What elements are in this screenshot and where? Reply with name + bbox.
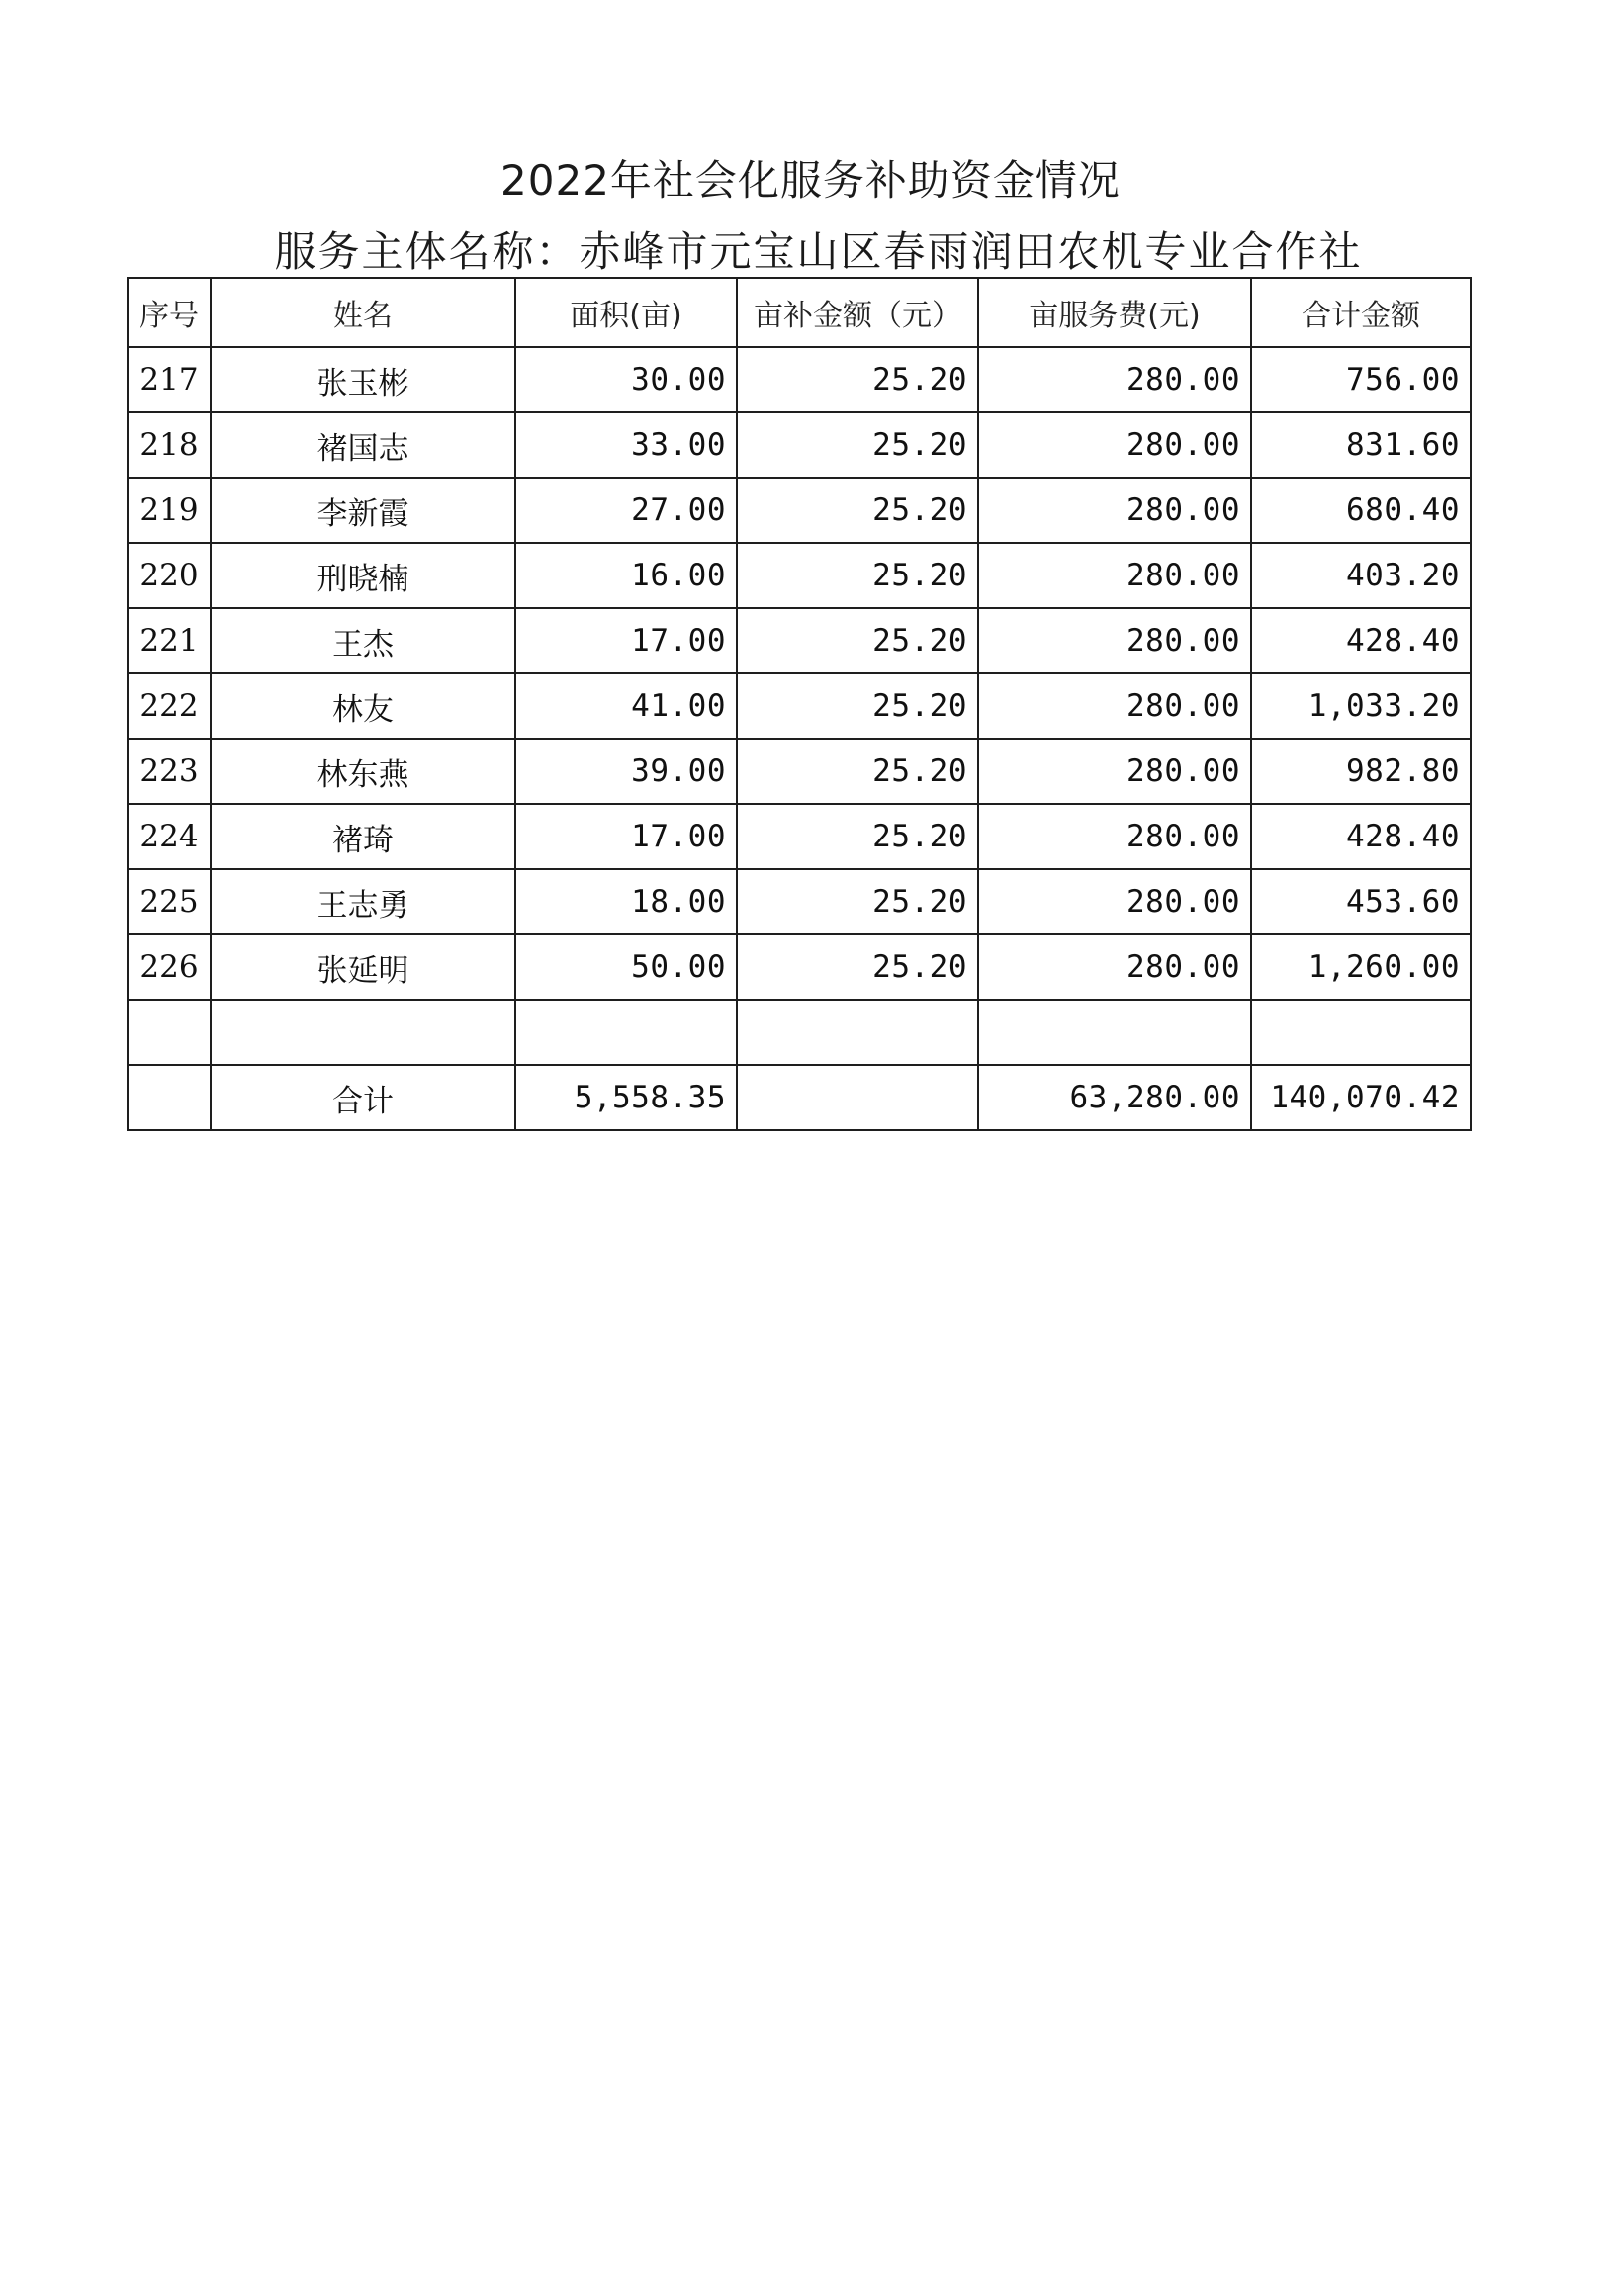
- table-header-row: [128, 278, 1471, 347]
- cell-service-fee: 280.00: [978, 869, 1251, 934]
- cell-service-fee: 280.00: [978, 347, 1251, 412]
- cell-service-fee: 280.00: [978, 739, 1251, 804]
- cell-total: 428.40: [1251, 608, 1471, 673]
- cell-no: 223: [128, 739, 211, 804]
- table-row-blank: [128, 1000, 1471, 1065]
- summary-label: 合计: [211, 1065, 515, 1130]
- cell-subsidy: 25.20: [737, 347, 978, 412]
- cell-subsidy: 25.20: [737, 543, 978, 608]
- summary-cell-empty: [128, 1065, 211, 1130]
- cell-total: 1,033.20: [1251, 673, 1471, 739]
- cell-name: 王杰: [211, 608, 515, 673]
- cell-area: 16.00: [515, 543, 737, 608]
- document-subtitle: 服务主体名称：赤峰市元宝山区春雨润田农机专业合作社: [274, 227, 1363, 276]
- cell-subsidy: 25.20: [737, 608, 978, 673]
- cell-service-fee: 280.00: [978, 608, 1251, 673]
- summary-total: 140,070.42: [1251, 1065, 1471, 1130]
- table-row: [128, 412, 1471, 478]
- table-row: [128, 543, 1471, 608]
- summary-service-fee: 63,280.00: [978, 1065, 1251, 1130]
- cell-subsidy: 25.20: [737, 412, 978, 478]
- cell-service-fee: 280.00: [978, 934, 1251, 1000]
- cell-service-fee: 280.00: [978, 478, 1251, 543]
- subsidy-table: [127, 277, 1472, 1131]
- cell-total: 831.60: [1251, 412, 1471, 478]
- table-cell: [515, 1000, 737, 1065]
- table-body: [128, 347, 1471, 1130]
- cell-name: 王志勇: [211, 869, 515, 934]
- cell-total: 1,260.00: [1251, 934, 1471, 1000]
- cell-subsidy: 25.20: [737, 673, 978, 739]
- cell-total: 403.20: [1251, 543, 1471, 608]
- cell-total: 428.40: [1251, 804, 1471, 869]
- cell-no: 219: [128, 478, 211, 543]
- cell-subsidy: 25.20: [737, 869, 978, 934]
- table-cell: [737, 1000, 978, 1065]
- cell-name: 李新霞: [211, 478, 515, 543]
- cell-subsidy: 25.20: [737, 804, 978, 869]
- cell-total: 453.60: [1251, 869, 1471, 934]
- table-cell: [1251, 1000, 1471, 1065]
- table-row: [128, 804, 1471, 869]
- cell-no: 222: [128, 673, 211, 739]
- cell-service-fee: 280.00: [978, 673, 1251, 739]
- header-total: 合计金额: [1251, 278, 1471, 347]
- cell-area: 33.00: [515, 412, 737, 478]
- cell-no: 218: [128, 412, 211, 478]
- cell-service-fee: 280.00: [978, 804, 1251, 869]
- table-row: [128, 478, 1471, 543]
- cell-area: 17.00: [515, 804, 737, 869]
- cell-area: 39.00: [515, 739, 737, 804]
- cell-name: 刑晓楠: [211, 543, 515, 608]
- cell-no: 225: [128, 869, 211, 934]
- cell-no: 217: [128, 347, 211, 412]
- cell-subsidy: 25.20: [737, 934, 978, 1000]
- header-no: 序号: [128, 278, 211, 347]
- cell-name: 林友: [211, 673, 515, 739]
- cell-name: 张玉彬: [211, 347, 515, 412]
- table-row: [128, 608, 1471, 673]
- cell-area: 17.00: [515, 608, 737, 673]
- cell-area: 27.00: [515, 478, 737, 543]
- cell-total: 680.40: [1251, 478, 1471, 543]
- cell-no: 226: [128, 934, 211, 1000]
- header-name: 姓名: [211, 278, 515, 347]
- table-row: [128, 934, 1471, 1000]
- table-row: [128, 347, 1471, 412]
- cell-total: 756.00: [1251, 347, 1471, 412]
- table-summary-row: [128, 1065, 1471, 1130]
- header-area: 面积(亩): [515, 278, 737, 347]
- cell-area: 50.00: [515, 934, 737, 1000]
- table-cell: [211, 1000, 515, 1065]
- header-service-fee: 亩服务费(元): [978, 278, 1251, 347]
- cell-total: 982.80: [1251, 739, 1471, 804]
- cell-name: 褚琦: [211, 804, 515, 869]
- summary-area: 5,558.35: [515, 1065, 737, 1130]
- cell-name: 褚国志: [211, 412, 515, 478]
- table-cell: [978, 1000, 1251, 1065]
- cell-area: 18.00: [515, 869, 737, 934]
- cell-subsidy: 25.20: [737, 739, 978, 804]
- cell-service-fee: 280.00: [978, 543, 1251, 608]
- table-row: [128, 739, 1471, 804]
- cell-name: 张延明: [211, 934, 515, 1000]
- cell-no: 220: [128, 543, 211, 608]
- cell-no: 224: [128, 804, 211, 869]
- cell-name: 林东燕: [211, 739, 515, 804]
- cell-no: 221: [128, 608, 211, 673]
- cell-service-fee: 280.00: [978, 412, 1251, 478]
- table-row: [128, 869, 1471, 934]
- summary-cell-empty: [737, 1065, 978, 1130]
- document-title: 2022年社会化服务补助资金情况: [500, 156, 1121, 205]
- header-subsidy: 亩补金额（元）: [737, 278, 978, 347]
- table-row: [128, 673, 1471, 739]
- cell-area: 30.00: [515, 347, 737, 412]
- cell-area: 41.00: [515, 673, 737, 739]
- table-cell: [128, 1000, 211, 1065]
- cell-subsidy: 25.20: [737, 478, 978, 543]
